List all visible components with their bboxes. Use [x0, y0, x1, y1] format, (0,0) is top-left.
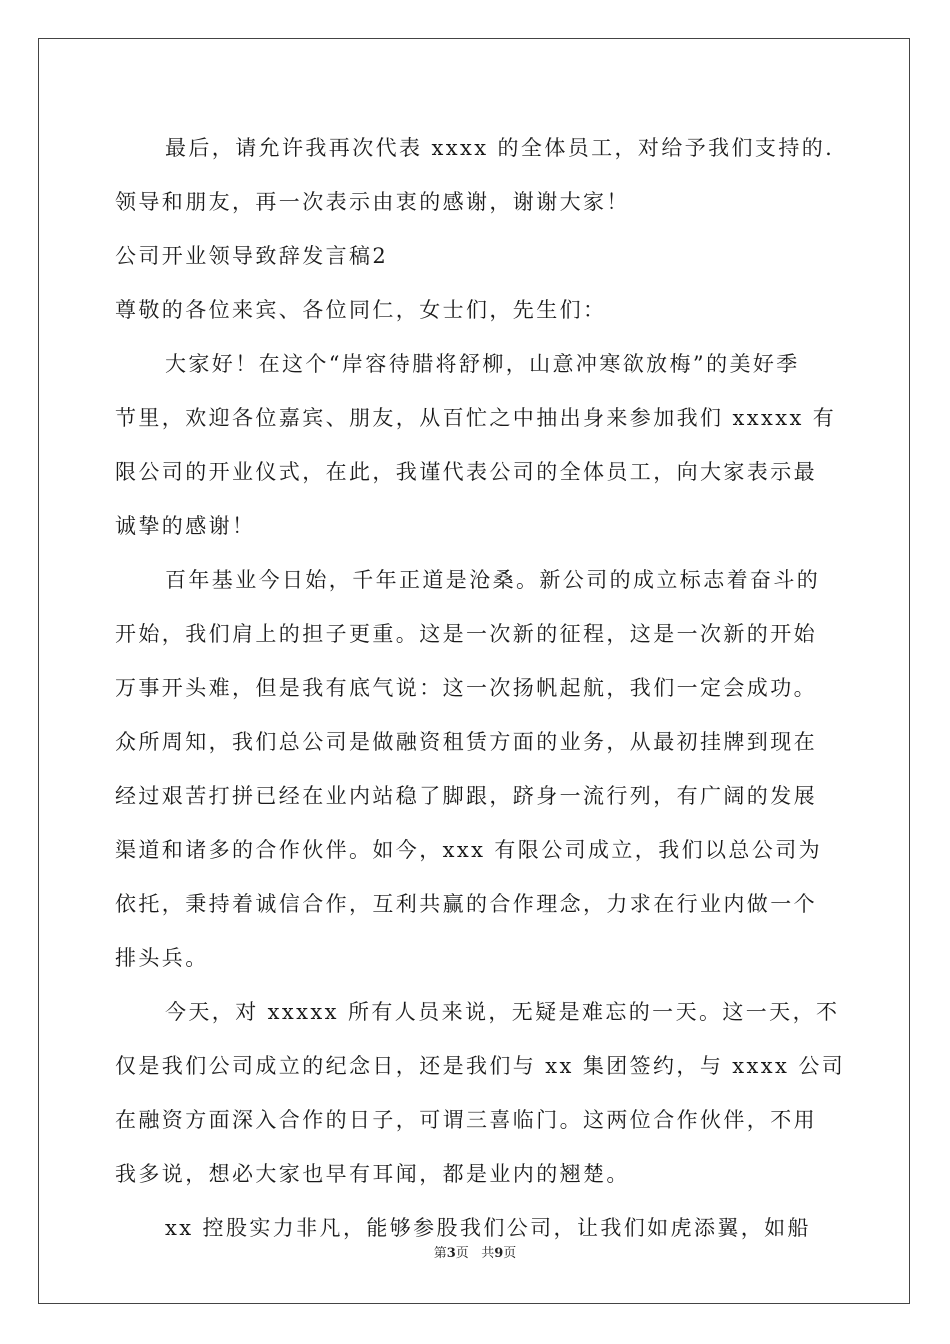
text-line: 诚挚的感谢！	[115, 514, 256, 538]
total-suffix: 页	[503, 1246, 517, 1261]
page-footer	[0, 1242, 950, 1261]
current-page-number: 3	[446, 1246, 456, 1261]
text-line: 大家好！在这个“岸容待腊将舒柳，山意冲寒欲放梅”的美好季	[165, 352, 800, 376]
page-suffix: 页	[455, 1246, 469, 1261]
text-line: 排头兵。	[115, 946, 209, 970]
text-line: 百年基业今日始，千年正道是沧桑。新公司的成立标志着奋斗的	[165, 568, 821, 592]
text-line: 众所周知，我们总公司是做融资租赁方面的业务，从最初挂牌到现在	[115, 730, 817, 754]
document-body	[115, 130, 846, 1264]
text-line: 在融资方面深入合作的日子，可谓三喜临门。这两位合作伙伴，不用	[115, 1108, 817, 1132]
text-line: 万事开头难，但是我有底气说：这一次扬帆起航，我们一定会成功。	[115, 676, 817, 700]
text-line: 开始，我们肩上的担子更重。这是一次新的征程，这是一次新的开始	[115, 622, 817, 646]
section-heading: 公司开业领导致辞发言稿2	[115, 244, 389, 268]
text-line: 仅是我们公司成立的纪念日，还是我们与 xx 集团签约，与 xxxx 公司	[115, 1054, 846, 1078]
salutation: 尊敬的各位来宾、各位同仁，女士们，先生们：	[115, 298, 607, 322]
text-line: 节里，欢迎各位嘉宾、朋友，从百忙之中抽出身来参加我们 xxxxx 有	[115, 406, 837, 430]
text-line: 我多说，想必大家也早有耳闻，都是业内的翘楚。	[115, 1162, 630, 1186]
text-line: 今天，对 xxxxx 所有人员来说，无疑是难忘的一天。这一天，不	[165, 1000, 840, 1024]
total-prefix: 共	[481, 1246, 495, 1261]
text-line: 渠道和诸多的合作伙伴。如今，xxx 有限公司成立，我们以总公司为	[115, 838, 823, 862]
text-line: 领导和朋友，再一次表示由衷的感谢，谢谢大家！	[115, 190, 630, 214]
text-line: xx 控股实力非凡，能够参股我们公司，让我们如虎添翼，如船	[165, 1216, 811, 1240]
text-line: 依托，秉持着诚信合作，互利共赢的合作理念，力求在行业内做一个	[115, 892, 817, 916]
text-line: 经过艰苦打拼已经在业内站稳了脚跟，跻身一流行列，有广阔的发展	[115, 784, 817, 808]
text-line: 最后，请允许我再次代表 xxxx 的全体员工，对给予我们支持的.	[165, 136, 835, 160]
total-pages-number: 9	[494, 1246, 504, 1261]
page-prefix: 第	[433, 1246, 447, 1261]
text-line: 限公司的开业仪式，在此，我谨代表公司的全体员工，向大家表示最	[115, 460, 817, 484]
